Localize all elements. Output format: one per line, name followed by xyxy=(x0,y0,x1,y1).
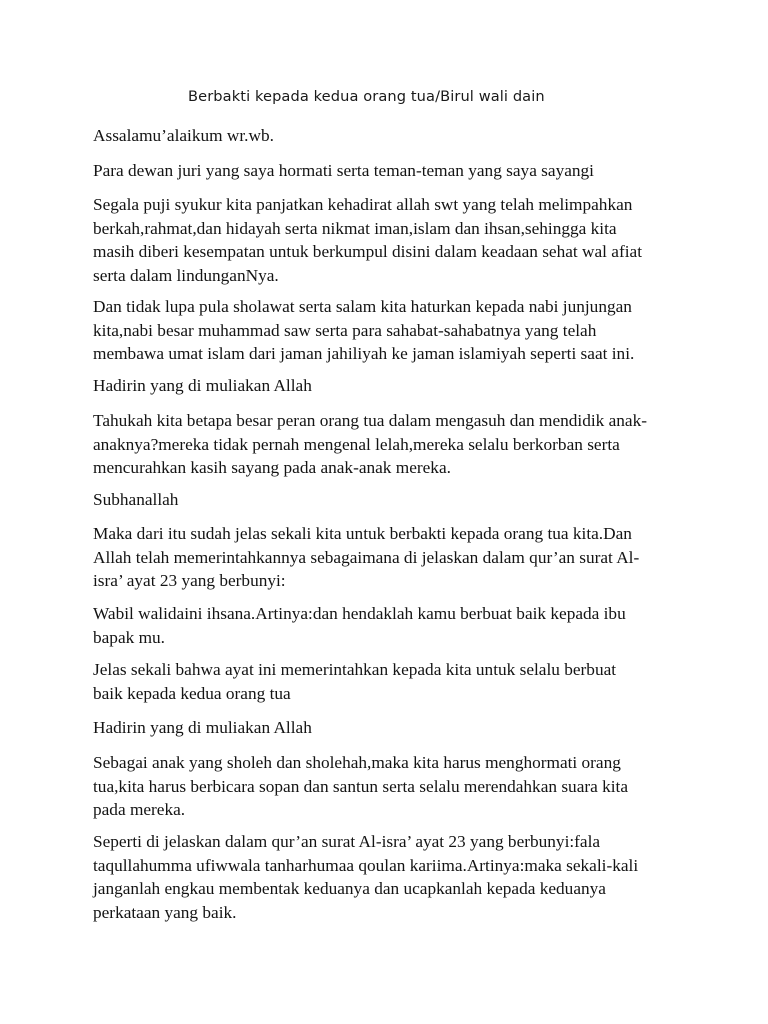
text-line: perkataan yang baik. xyxy=(93,902,237,922)
text-line: Wabil walidaini ihsana.Artinya:dan hendaklah kamu berbuat baik kepada ibu xyxy=(93,604,626,623)
text-line: Allah telah memerintahkannya sebagaimana di jelaskan dalam qur’an surat Al- xyxy=(93,547,640,567)
text-line: kita,nabi besar muhammad saw serta para sahabat-sahabatnya yang telah xyxy=(93,320,597,340)
text-line: Maka dari itu sudah jelas sekali kita untuk berbakti kepada orang tua kita.Dan xyxy=(93,524,632,543)
text-line: Para dewan juri yang saya hormati serta teman-teman yang saya sayangi xyxy=(93,161,594,180)
text-line: pada mereka. xyxy=(93,800,186,820)
text-line: berkah,rahmat,dan hidayah serta nikmat iman,islam dan ihsan,sehingga kita xyxy=(93,218,617,238)
text-line: anaknya?mereka tidak pernah mengenal lelah,mereka selalu berkorban serta xyxy=(93,434,620,454)
paragraph-sholawat xyxy=(93,295,693,366)
paragraph-hadirin-1 xyxy=(93,374,693,398)
paragraph-hadirin-2 xyxy=(93,716,693,740)
document-title: Berbakti kepada kedua orang tua/Birul wali dain xyxy=(188,88,545,105)
text-line: Dan tidak lupa pula sholawat serta salam kita haturkan kepada nabi junjungan xyxy=(93,297,632,316)
paragraph-praise xyxy=(93,193,693,287)
text-line: serta dalam lindunganNya. xyxy=(93,265,279,285)
text-line: Jelas sekali bahwa ayat ini memerintahkan kepada kita untuk selalu berbuat xyxy=(93,660,617,679)
paragraph-verse xyxy=(93,602,693,649)
text-line: Tahukah kita betapa besar peran orang tua dalam mengasuh dan mendidik anak- xyxy=(93,411,647,430)
paragraph-greeting xyxy=(93,124,693,148)
text-line: membawa umat islam dari jaman jahiliyah ke jaman islamiyah seperti saat ini. xyxy=(93,344,635,364)
paragraph-role-of-parents xyxy=(93,409,693,480)
text-line: bapak mu. xyxy=(93,627,165,647)
paragraph-subhanallah xyxy=(93,488,693,512)
text-line: Hadirin yang di muliakan Allah xyxy=(93,376,312,395)
text-line: baik kepada kedua orang tua xyxy=(93,683,291,703)
paragraph-obligation xyxy=(93,522,693,593)
text-line: Subhanallah xyxy=(93,490,179,509)
paragraph-respect xyxy=(93,751,693,822)
paragraph-surah-quote xyxy=(93,830,693,924)
text-line: Assalamu’alaikum wr.wb. xyxy=(93,126,274,145)
text-line: mencurahkan kasih sayang pada anak-anak mereka. xyxy=(93,458,451,478)
text-line: tua,kita harus berbicara sopan dan santun serta selalu merendahkan suara kita xyxy=(93,776,629,796)
text-line: janganlah engkau membentak keduanya dan ucapkanlah kepada keduanya xyxy=(93,879,606,899)
text-line: Seperti di jelaskan dalam qur’an surat Al-isra’ ayat 23 yang berbunyi:fala xyxy=(93,832,601,851)
paragraph-address-jury xyxy=(93,159,693,183)
text-line: isra’ ayat 23 yang berbunyi: xyxy=(93,571,286,591)
text-line: masih diberi kesempatan untuk berkumpul disini dalam keadaan sehat wal afiat xyxy=(93,242,642,262)
text-line: Segala puji syukur kita panjatkan kehadirat allah swt yang telah melimpahkan xyxy=(93,195,633,214)
text-line: taqullahumma ufiwwala tanharhumaa qoulan kariima.Artinya:maka sekali-kali xyxy=(93,855,639,875)
paragraph-verse-meaning xyxy=(93,658,693,705)
text-line: Sebagai anak yang sholeh dan sholehah,maka kita harus menghormati orang xyxy=(93,753,621,772)
text-line: Hadirin yang di muliakan Allah xyxy=(93,718,312,737)
